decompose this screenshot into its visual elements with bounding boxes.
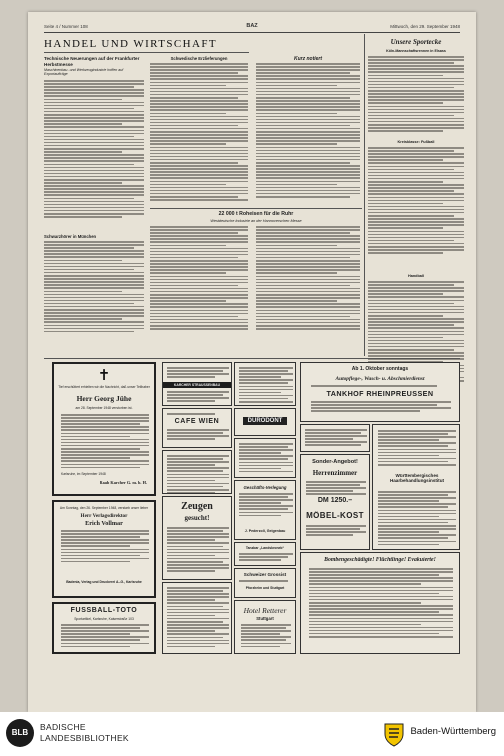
issue-date: Mittwoch, den 29. September 1948 xyxy=(390,24,460,29)
ad-tankhof-text-2 xyxy=(311,401,451,413)
col1-text xyxy=(44,80,144,219)
page-header xyxy=(44,22,460,33)
col3-text xyxy=(256,63,360,199)
ad-haarbehandlung xyxy=(372,424,460,550)
ad-zeugen-text xyxy=(167,527,229,573)
ad-gesch-text xyxy=(239,493,293,518)
ad-tankhof xyxy=(300,362,460,422)
ad-zeugen-title: Zeugen xyxy=(181,501,213,512)
section-title: HANDEL UND WIRTSCHAFT xyxy=(44,38,217,50)
library-footer xyxy=(0,712,504,756)
paper-name: BAZ xyxy=(246,23,258,29)
ad-gesch-by: J. Pederzoli, Geigenbau xyxy=(244,529,286,533)
newspaper-page xyxy=(28,12,476,712)
obituary2-text xyxy=(61,530,149,564)
ad-schweizer-title: Schweizer Grossist xyxy=(243,572,287,577)
sport-title: Unsere Sportecke xyxy=(390,38,442,46)
col1-headline: Technische Neuerungen auf der Frankfurter Herbstmesse xyxy=(44,56,140,67)
ad-zeugen-subtitle: gesucht! xyxy=(184,514,210,522)
ad-zeugen xyxy=(162,496,232,580)
ad-notice-b1-text xyxy=(239,367,293,404)
ad-tankhof-text xyxy=(311,385,451,388)
ad-moebel-text-2 xyxy=(306,525,366,537)
ad-tanzbar-text xyxy=(239,553,293,562)
partner-name: Baden-Württemberg xyxy=(410,726,496,737)
sport-fussball-head: Kreisklasse: Fußball xyxy=(397,140,435,144)
sport-text-2 xyxy=(368,147,464,255)
col1-text-2 xyxy=(44,241,144,334)
library-name-line2: LANDESBIBLIOTHEK xyxy=(40,733,129,743)
col1-subheadline: Schwarzhörer in München xyxy=(44,234,97,239)
col2-text xyxy=(150,63,248,202)
ad-karcher xyxy=(162,362,232,406)
library-name xyxy=(40,722,129,744)
ad-haar-title: Württembergisches Haarbehandlungsinstitut xyxy=(389,473,445,484)
ad-tankhof-top: Ab 1. Oktober sonntags xyxy=(351,366,409,372)
col3-headline: Kurz notiert xyxy=(293,56,323,62)
ad-bottom-left-mid xyxy=(162,582,232,654)
obituary-place: Karlsruhe, im September 1948 xyxy=(61,472,106,476)
toto-sub: Sportartikel, Karlsruhe, Kaiserstraße 103 xyxy=(74,617,134,621)
ad-tanzbar xyxy=(234,542,296,566)
ad-tanzbar-title: Tanzbar „Landskroneb“ xyxy=(245,546,285,550)
ad-hotel-text xyxy=(241,624,291,649)
col1-subhead: Maschinenbau- und Werkzeugindustrie hoffen auf Exportaufträge xyxy=(44,68,124,77)
toto-title: FUSSBALL-TOTO xyxy=(70,607,138,614)
ad-notice-c1 xyxy=(300,424,370,452)
ad-haar-text xyxy=(378,430,456,467)
obituary-intro: Tief erschüttert erhielten wir die Nachricht, daß unser Teilhaber xyxy=(58,385,150,389)
cross-icon: ✝ xyxy=(97,367,111,384)
blb-logo: BLB xyxy=(6,719,34,747)
ad-hotel-city: Stuttgart xyxy=(256,616,274,621)
ad-bomben-text xyxy=(309,568,453,639)
toto-ad xyxy=(52,602,156,654)
center-headline: 22 000 t Roheisen für die Ruhr xyxy=(218,211,294,217)
sport-subhead: Köln-Mannschaftsrennen in Elsass xyxy=(386,49,446,53)
col3-text-2 xyxy=(256,226,360,331)
col2b-text xyxy=(150,226,248,331)
ad-notice-b2-text xyxy=(239,443,293,474)
ad-cafe-text-2 xyxy=(167,429,229,441)
library-name-line1: BADISCHE xyxy=(40,722,86,732)
obituary2-signature: Badenia, Verlag und Druckerei A.-G., Karlsruhe xyxy=(66,580,142,584)
baden-wuerttemberg-crest-icon xyxy=(380,720,408,748)
ad-gesch-title: Geschäfts-Verlegung xyxy=(243,485,287,490)
page-number: Seite 4 / Nummer 108 xyxy=(44,24,88,29)
section-rule xyxy=(44,52,249,53)
center-rule xyxy=(150,208,362,209)
obituary-erich-vollmar xyxy=(52,500,156,598)
obituary2-title: Herr Verlagsdirektor xyxy=(80,513,128,519)
ad-karcher-text xyxy=(167,367,229,379)
ad-tankhof-service: Autopflege-, Wasch- u. Abschmierdienst xyxy=(335,376,425,382)
ad-moebel-text xyxy=(306,481,366,496)
obituary2-name: Erich Vollmar xyxy=(85,520,123,527)
ad-schweizer-text xyxy=(239,580,293,583)
ad-schweizer-grossist xyxy=(234,568,296,598)
ad-karcher-title: KARCHER STRAUSSENBAU xyxy=(163,382,231,388)
ad-schweizer-cities: Pforzheim und Stuttgart xyxy=(245,586,285,590)
ad-moebel-title: MÖBEL-KOST xyxy=(306,511,364,520)
ad-karcher-text-2 xyxy=(167,391,229,403)
obituary2-intro: Am Sonntag, den 26. September 1948, verstarb unser lieber xyxy=(59,506,149,510)
col2-headline: Schwedische Erzlieferungen xyxy=(170,56,228,61)
ad-sonder-angebot: Sonder-Angebot! xyxy=(312,459,358,465)
ad-cafe-wien xyxy=(162,408,232,448)
ad-hotel-title: Hotel Retterer xyxy=(243,606,287,615)
ad-small-notices xyxy=(162,450,232,494)
ad-tankhof-title: TANKHOF RHEINPREUSSEN xyxy=(326,389,434,398)
ad-bomben-title: Bombengeschädigte! Flüchtlinge! Evakuierte! xyxy=(324,557,436,563)
obituary-signature: Raab Karcher G. m. b. H. xyxy=(99,480,147,485)
ad-notice-b1 xyxy=(234,362,296,406)
ad-notice-c1-text xyxy=(305,429,367,448)
toto-text xyxy=(61,624,149,649)
ad-area-rule xyxy=(44,358,460,359)
obituary-name: Herr Georg Jühe xyxy=(76,394,132,403)
ad-cafe-title: CAFÉ WIEN xyxy=(174,418,220,425)
sport-text xyxy=(368,56,464,133)
ad-bombengeschaedigte xyxy=(300,552,460,654)
obituary-text xyxy=(61,414,149,470)
ad-haar-text-2 xyxy=(378,491,456,547)
center-subhead: Westdeutsche Industrie an der Hannoverschen Messe xyxy=(210,219,302,223)
ad-geschaefts-verlegung xyxy=(234,480,296,540)
ad-durodont-title: DURODONT xyxy=(243,417,287,425)
obituary-georg-juehe xyxy=(52,362,156,496)
ad-cafe-text xyxy=(167,413,229,416)
ad-bottom-left-mid-text xyxy=(167,587,229,649)
ad-herrenzimmer: Herrenzimmer xyxy=(312,469,358,477)
ad-moebel-price: DM 1250.– xyxy=(317,497,353,504)
ad-small-text xyxy=(167,455,229,494)
ad-moebel-kost xyxy=(300,454,370,550)
ad-notice-b2 xyxy=(234,438,296,478)
sport-column-rule xyxy=(364,34,365,356)
sport-handball-head: Handball xyxy=(407,274,425,278)
ad-durodont xyxy=(234,408,296,436)
ad-hotel-retterer xyxy=(234,600,296,654)
obituary-date: am 28. September 1948 verstorben ist. xyxy=(75,406,133,410)
